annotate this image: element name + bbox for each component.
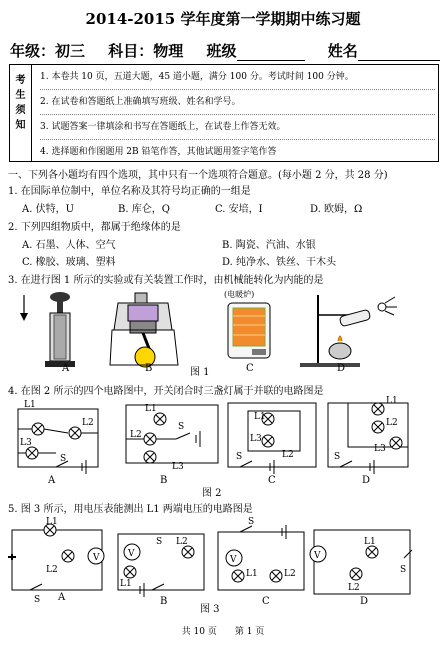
notice-item: 3. 试题答案一律填涂和书写在答题纸上，在试卷上作答无效。 [40,115,435,140]
svg-text:L1: L1 [145,404,157,414]
svg-text:L2: L2 [46,565,58,575]
svg-text:S: S [334,452,341,462]
svg-text:S: S [236,452,243,462]
question-2-stem: 2. 下列四组物质中，都属于绝缘体的是 [8,222,181,233]
figure-2-caption: 图 2 [202,488,222,499]
class-label: 班级 [206,42,237,60]
class-blank [237,46,305,61]
question-5-stem: 5. 图 3 所示，用电压表能测出 L1 两端电压的电路图是 [8,504,253,515]
figure-2-circuit-c [228,403,316,474]
question-3-stem: 3. 在进行图 1 所示的实验或有关装置工作时，由机械能转化为内能的是 [8,275,324,286]
figure-1-c-heater [228,303,270,358]
svg-text:L1: L1 [386,396,398,406]
q1-option-b: B. 库仑，Q [118,204,170,215]
svg-text:L2: L2 [284,569,296,579]
q2-option-c: C. 橡胶、玻璃、塑料 [22,257,116,268]
svg-text:L1: L1 [254,412,266,422]
figure-1-d-test-tube [300,295,397,367]
svg-text:B: B [160,475,168,485]
q2-option-d: D. 纯净水、铁丝、干木头 [222,257,337,268]
svg-text:C: C [262,596,270,606]
figure-1-b-engine [110,293,178,367]
question-4-stem: 4. 在图 2 所示的四个电路图中，开关闭合时三盏灯属于并联的电路图是 [8,386,324,397]
figure-3-caption: 图 3 [200,604,220,615]
svg-text:L2: L2 [282,450,294,460]
svg-text:V: V [93,553,100,563]
svg-text:V: V [230,555,237,565]
q1-option-c: C. 安培，I [215,204,263,215]
svg-text:D: D [360,596,369,606]
figure-1-label-a: A [62,363,70,374]
grade-label: 年级：初三 [10,42,86,60]
svg-text:L1: L1 [364,537,376,547]
svg-text:L1: L1 [46,517,58,527]
svg-text:V: V [314,551,321,561]
name-blank [358,46,440,61]
figure-1-a-fire-piston [20,292,75,367]
svg-text:L1: L1 [120,579,132,589]
notice-side-label: 考 生 须 知 [10,65,32,161]
q2-option-b: B. 陶瓷、汽油、水银 [222,240,316,251]
figure-1-label-d: D [337,363,346,374]
svg-text:A: A [58,592,66,603]
svg-text:S: S [34,595,41,605]
svg-text:C: C [268,475,276,485]
q1-option-d: D. 欧姆，Ω [310,204,363,215]
svg-text:D: D [362,475,371,485]
page-footer: 共 10 页 第 1 页 [181,627,265,637]
notice-item: 2. 在试卷和答题纸上准确填写班级、姓名和学号。 [40,90,435,115]
figure-1-label-b: B [145,363,153,374]
figure-2-circuit-d [328,403,408,474]
name-label: 姓名 [327,42,358,60]
q1-option-a: A. 伏特，U [22,204,75,215]
svg-text:L1: L1 [246,569,258,579]
q2-option-a: A. 石墨、人体、空气 [22,240,116,251]
figure-3-circuit-a [8,524,104,590]
svg-text:S: S [248,517,255,527]
svg-text:S: S [178,422,185,432]
figure-1-caption: 图 1 [190,367,210,378]
svg-text:L3: L3 [374,444,386,454]
svg-text:L1: L1 [24,400,36,410]
figure-1 [0,285,446,375]
notice-list [40,65,435,164]
figure-3-circuit-d [310,530,412,594]
question-1-stem: 1. 在国际单位制中，单位名称及其符号均正确的一组是 [8,186,251,197]
notice-box [9,64,439,162]
figure-1-label-c: C [246,363,254,374]
notice-item: 1. 本卷共 10 页，五道大题，45 道小题，满分 100 分。考试时间 100 分钟。 [40,65,435,90]
heater-label: (电暖炉) [224,290,255,299]
notice-item: 4. 选择题和作图题用 2B 铅笔作答，其他试题用签字笔作答 [40,147,277,157]
svg-text:L2: L2 [82,418,94,428]
svg-text:S: S [60,454,67,464]
exam-title: 2014-2015 学年度第一学期期中练习题 [85,10,361,28]
svg-text:L2: L2 [348,583,360,593]
section-heading: 一、下列各小题均有四个选项，其中只有一个选项符合题意。(每小题 2 分，共 28 分) [8,170,388,181]
svg-text:L3: L3 [172,462,184,472]
svg-text:A: A [48,475,56,485]
svg-text:L2: L2 [130,430,142,440]
subject-label: 科目：物理 [108,42,184,60]
svg-text:L2: L2 [176,537,188,547]
figure-2 [0,395,446,485]
svg-text:B: B [160,596,168,606]
svg-text:L3: L3 [250,434,262,444]
svg-text:V: V [128,549,135,559]
svg-text:S: S [156,537,163,547]
svg-text:L3: L3 [20,438,32,448]
svg-text:L2: L2 [386,418,398,428]
figure-3 [0,514,446,606]
header-info [10,40,446,61]
svg-text:S: S [400,565,407,575]
